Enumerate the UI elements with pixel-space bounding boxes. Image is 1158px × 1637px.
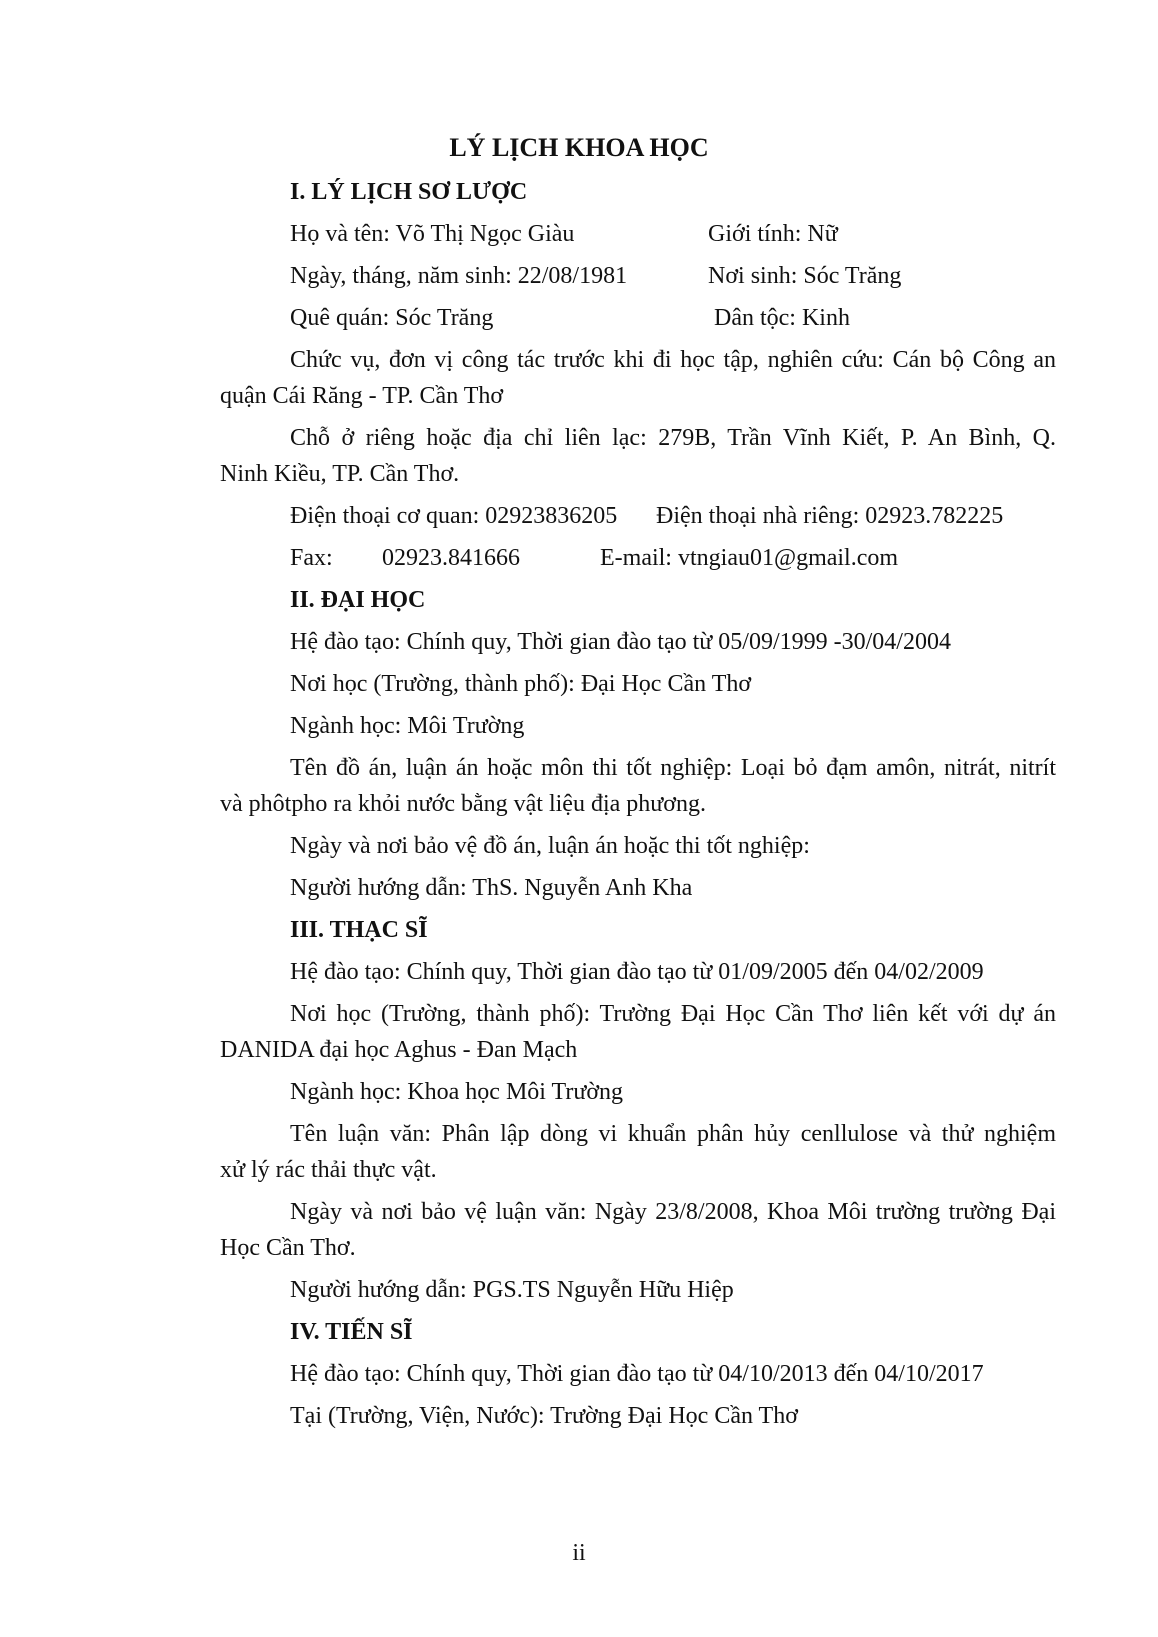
position-line-1: Chức vụ, đơn vị công tác trước khi đi học tập, nghiên cứu: Cán bộ Công an (290, 347, 1056, 373)
undergrad-defense: Ngày và nơi bảo vệ đồ án, luận án hoặc thi tốt nghiệp: (290, 833, 810, 859)
masters-advisor: Người hướng dẫn: PGS.TS Nguyễn Hữu Hiệp (290, 1277, 734, 1303)
undergrad-thesis-paragraph (220, 750, 1056, 822)
fax-value: 02923.841666 (382, 545, 520, 571)
masters-major: Ngành học: Khoa học Môi Trường (290, 1079, 624, 1105)
address-line-2: Ninh Kiều, TP. Cần Thơ. (220, 461, 460, 487)
masters-school-paragraph (220, 996, 1056, 1068)
email: E-mail: vtngiau01@gmail.com (600, 545, 899, 571)
section-1-heading: I. LÝ LỊCH SƠ LƯỢC (290, 179, 528, 205)
fax-label: Fax: (290, 545, 333, 571)
hometown: Quê quán: Sóc Trăng (290, 305, 494, 331)
page-title: LÝ LỊCH KHOA HỌC (449, 133, 709, 162)
masters-defense-paragraph (220, 1194, 1056, 1266)
phd-institution: Tại (Trường, Viện, Nước): Trường Đại Học Cần Thơ (290, 1403, 798, 1429)
gender: Giới tính: Nữ (708, 221, 838, 247)
position-paragraph (220, 342, 1056, 414)
ethnicity: Dân tộc: Kinh (714, 305, 850, 331)
masters-thesis-paragraph (220, 1116, 1056, 1188)
masters-training: Hệ đào tạo: Chính quy, Thời gian đào tạo từ 01/09/2005 đến 04/02/2009 (290, 959, 984, 985)
masters-school-line-2: DANIDA đại học Aghus - Đan Mạch (220, 1037, 578, 1063)
birthplace: Nơi sinh: Sóc Trăng (708, 263, 902, 289)
section-4-heading: IV. TIẾN SĨ (290, 1319, 413, 1345)
masters-defense-line-1: Ngày và nơi bảo vệ luận văn: Ngày 23/8/2008, Khoa Môi trường trường Đại (290, 1199, 1056, 1225)
undergrad-thesis-line-2: và phôtpho ra khỏi nước bằng vật liệu địa phương. (220, 791, 706, 817)
address-line-1: Chỗ ở riêng hoặc địa chỉ liên lạc: 279B, Trần Vĩnh Kiết, P. An Bình, Q. (290, 425, 1056, 451)
position-line-2: quận Cái Răng - TP. Cần Thơ (220, 383, 504, 409)
page-number: ii (572, 1540, 586, 1566)
undergrad-school: Nơi học (Trường, thành phố): Đại Học Cần Thơ (290, 671, 752, 697)
undergrad-training: Hệ đào tạo: Chính quy, Thời gian đào tạo từ 05/09/1999 -30/04/2004 (290, 629, 951, 655)
section-2-heading: II. ĐẠI HỌC (290, 587, 426, 613)
masters-defense-line-2: Học Cần Thơ. (220, 1235, 356, 1261)
undergrad-thesis-line-1: Tên đồ án, luận án hoặc môn thi tốt nghiệp: Loại bỏ đạm amôn, nitrát, nitrít (290, 755, 1056, 781)
masters-thesis-line-1: Tên luận văn: Phân lập dòng vi khuẩn phân hủy cenllulose và thử nghiệm (290, 1121, 1056, 1147)
office-phone: Điện thoại cơ quan: 02923836205 (290, 503, 618, 529)
full-name: Họ và tên: Võ Thị Ngọc Giàu (290, 221, 575, 247)
phd-training: Hệ đào tạo: Chính quy, Thời gian đào tạo từ 04/10/2013 đến 04/10/2017 (290, 1361, 984, 1387)
masters-school-line-1: Nơi học (Trường, thành phố): Trường Đại Học Cần Thơ liên kết với dự án (290, 1001, 1056, 1027)
undergrad-major: Ngành học: Môi Trường (290, 713, 525, 739)
section-3-heading: III. THẠC SĨ (290, 917, 428, 943)
undergrad-advisor: Người hướng dẫn: ThS. Nguyễn Anh Kha (290, 875, 693, 901)
masters-thesis-line-2: xử lý rác thải thực vật. (220, 1157, 437, 1183)
home-phone: Điện thoại nhà riêng: 02923.782225 (656, 503, 1004, 529)
address-paragraph (220, 420, 1056, 492)
date-of-birth: Ngày, tháng, năm sinh: 22/08/1981 (290, 263, 628, 289)
